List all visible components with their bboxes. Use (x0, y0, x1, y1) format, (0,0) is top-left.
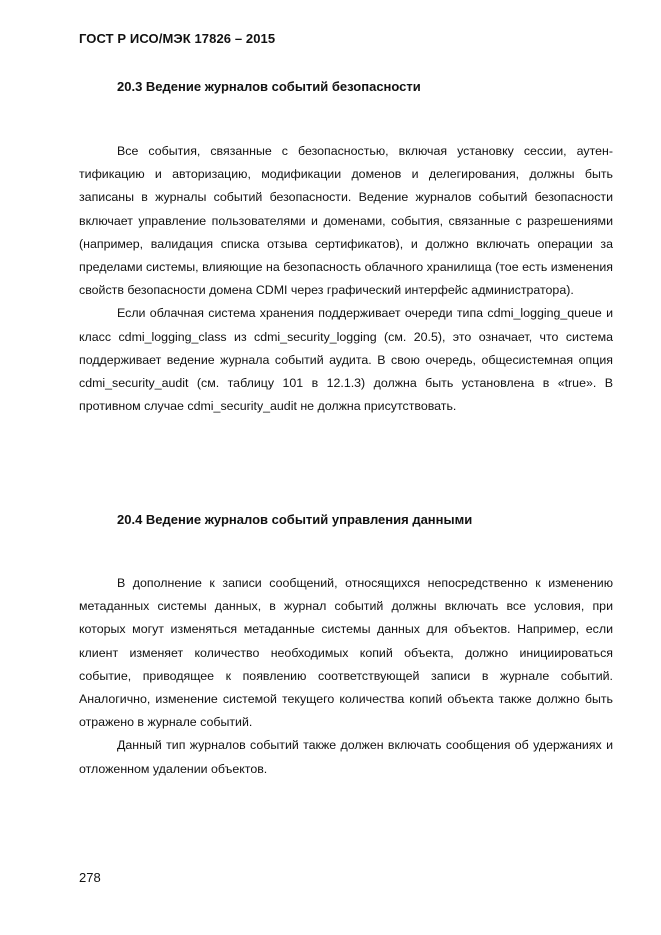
paragraph: Все события, связанные с безопасностью, включая установку сессии, аутентификацию и авторизацию, модификации доменов и делегирования, должны быть записаны в журналы событий безопасности. Ведение журналов событий безопасности включает управление пользователями и доменами, события, связанные с разрешениями (например, валидация списка отзыва сертификатов), и должно включать операции за пределами системы, влияющие на безопасность облачного хранилища (тое есть изменения свойств безопасности домена CDMI через графический интерфейс администратора). (79, 144, 613, 298)
section-title: 20.4 Ведение журналов событий управления данными (117, 512, 473, 527)
page-number: 278 (79, 870, 101, 885)
paragraph: В дополнение к записи сообщений, относящихся непосредственно к изменению метаданных системы данных, в журнал событий должны включать все условия, при которых могут изменяться метаданные системы данных для объектов. Например, если клиент изменяет количество необходимых копий объекта, должно инициироваться событие, приводящее к появлению соответствующей записи в журнале событий. Аналогично, изменение системой текущего количества копий объекта также должно быть отражено в журнале событий. (79, 576, 613, 730)
document-header: ГОСТ Р ИСО/МЭК 17826 – 2015 (79, 31, 276, 46)
paragraph: Данный тип журналов событий также должен включать сообщения об удержаниях и отложенном удалении объектов. (79, 738, 613, 776)
paragraph: Если облачная система хранения поддерживает очереди типа cdmi_logging_queue и класс cdmi_logging_class из cdmi_security_logging (см. 20.5), это означает, что система поддерживает ведение журнала событий аудита. В свою очередь, общесистемная опция cdmi_security_audit (см. таблицу 101 в 12.1.3) должна быть установлена в «true». В противном случае cdmi_security_audit не должна присутствовать. (79, 306, 613, 414)
section-title: 20.3 Ведение журналов событий безопасности (117, 79, 421, 94)
section-body (79, 572, 613, 781)
section-body (79, 140, 613, 418)
